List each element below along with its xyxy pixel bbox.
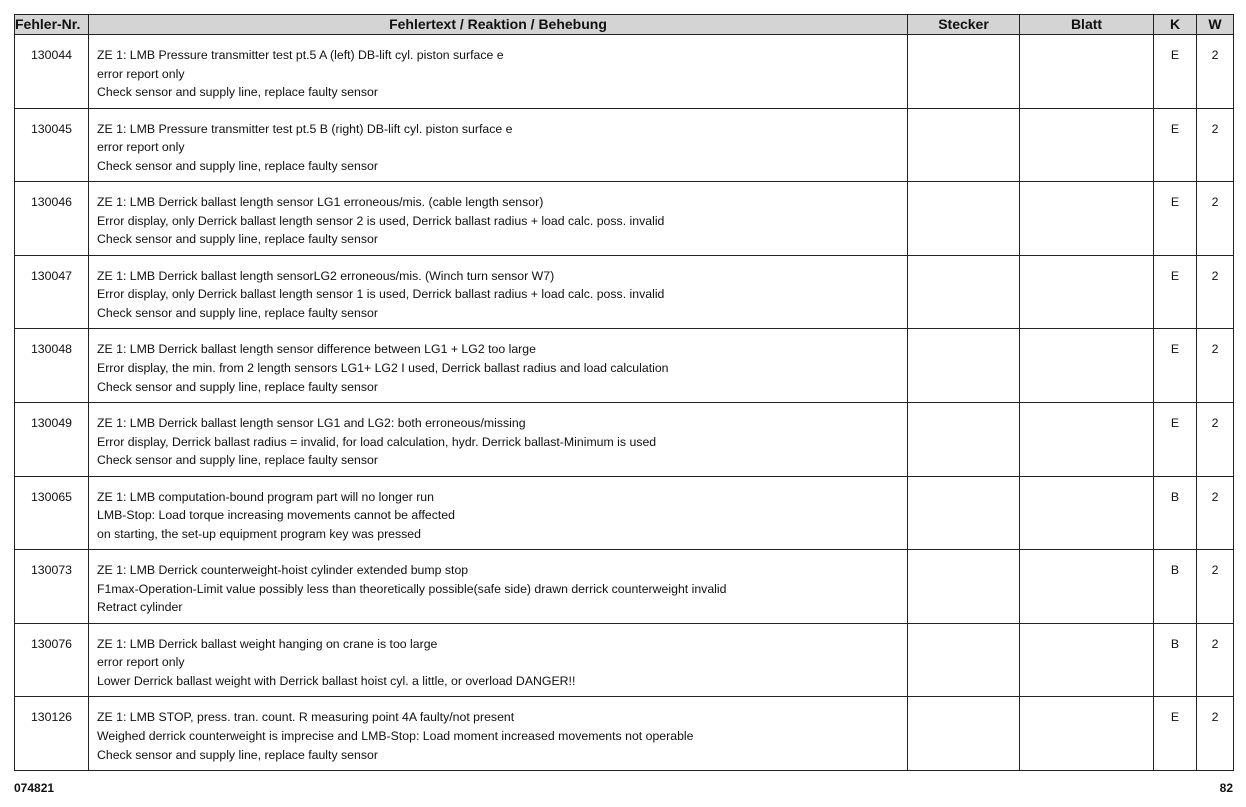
connector-cell xyxy=(908,182,1020,256)
error-number-cell: 130047 xyxy=(15,255,89,329)
remedy-line: Check sensor and supply line, replace faulty sensor xyxy=(97,305,378,320)
remedy-line: Check sensor and supply line, replace faulty sensor xyxy=(97,747,378,762)
error-message-line: ZE 1: LMB STOP, press. tran. count. R measuring point 4A faulty/not present xyxy=(97,710,515,725)
table-row xyxy=(15,182,1234,256)
remedy-line: Check sensor and supply line, replace faulty sensor xyxy=(97,453,378,468)
reaction-line: error report only xyxy=(97,140,185,155)
header-sheet: Blatt xyxy=(1020,15,1154,35)
k-cell: E xyxy=(1154,329,1197,403)
sheet-cell xyxy=(1020,697,1154,771)
error-code-table xyxy=(14,14,1234,771)
k-cell: E xyxy=(1154,35,1197,109)
table-body xyxy=(15,35,1234,771)
error-message-line: ZE 1: LMB Derrick counterweight-hoist cylinder extended bump stop xyxy=(97,563,469,578)
header-error-number: Fehler-Nr. xyxy=(15,15,89,35)
error-number-cell: 130076 xyxy=(15,623,89,697)
error-message-line: ZE 1: LMB Derrick ballast length sensor LG1 erroneous/mis. (cable length sensor) xyxy=(97,195,544,210)
error-text-cell xyxy=(89,476,908,550)
sheet-cell xyxy=(1020,255,1154,329)
header-w: W xyxy=(1197,15,1234,35)
k-cell: B xyxy=(1154,476,1197,550)
error-text-cell xyxy=(89,182,908,256)
connector-cell xyxy=(908,255,1020,329)
w-cell: 2 xyxy=(1197,476,1234,550)
remedy-line: Check sensor and supply line, replace faulty sensor xyxy=(97,232,378,247)
sheet-cell xyxy=(1020,182,1154,256)
table-header-row xyxy=(15,15,1234,35)
remedy-line: Check sensor and supply line, replace faulty sensor xyxy=(97,158,378,173)
w-cell: 2 xyxy=(1197,550,1234,624)
sheet-cell xyxy=(1020,329,1154,403)
table-row xyxy=(15,108,1234,182)
table-row xyxy=(15,697,1234,771)
error-message-line: ZE 1: LMB Derrick ballast weight hanging on crane is too large xyxy=(97,636,438,651)
w-cell: 2 xyxy=(1197,35,1234,109)
header-connector: Stecker xyxy=(908,15,1020,35)
error-text-cell xyxy=(89,402,908,476)
connector-cell xyxy=(908,697,1020,771)
k-cell: E xyxy=(1154,108,1197,182)
sheet-cell xyxy=(1020,108,1154,182)
error-text-cell xyxy=(89,623,908,697)
remedy-line: on starting, the set-up equipment program key was pressed xyxy=(97,526,421,541)
error-text-cell xyxy=(89,550,908,624)
table-row xyxy=(15,329,1234,403)
sheet-cell xyxy=(1020,402,1154,476)
error-number-cell: 130048 xyxy=(15,329,89,403)
error-number-cell: 130044 xyxy=(15,35,89,109)
connector-cell xyxy=(908,476,1020,550)
error-code-table-sheet xyxy=(14,14,1233,771)
connector-cell xyxy=(908,623,1020,697)
reaction-line: Error display, the min. from 2 length sensors LG1+ LG2 I used, Derrick ballast radius and load calculation xyxy=(97,360,669,375)
error-number-cell: 130065 xyxy=(15,476,89,550)
error-number-cell: 130126 xyxy=(15,697,89,771)
sheet-cell xyxy=(1020,550,1154,624)
w-cell: 2 xyxy=(1197,402,1234,476)
k-cell: B xyxy=(1154,550,1197,624)
reaction-line: Error display, Derrick ballast radius = invalid, for load calculation, hydr. Derrick ballast-Minimum is used xyxy=(97,434,657,449)
connector-cell xyxy=(908,329,1020,403)
remedy-line: Check sensor and supply line, replace faulty sensor xyxy=(97,379,378,394)
w-cell: 2 xyxy=(1197,255,1234,329)
w-cell: 2 xyxy=(1197,697,1234,771)
error-message-line: ZE 1: LMB Pressure transmitter test pt.5 B (right) DB-lift cyl. piston surface e xyxy=(97,121,513,136)
page-number: 82 xyxy=(1219,781,1233,795)
sheet-cell xyxy=(1020,35,1154,109)
reaction-line: F1max-Operation-Limit value possibly less than theoretically possible(safe side) drawn derrick counterweight invalid xyxy=(97,581,727,596)
connector-cell xyxy=(908,402,1020,476)
remedy-line: Retract cylinder xyxy=(97,600,183,615)
reaction-line: error report only xyxy=(97,655,185,670)
reaction-line: LMB-Stop: Load torque increasing movements cannot be affected xyxy=(97,508,455,523)
document-number: 074821 xyxy=(14,781,55,795)
reaction-line: Error display, only Derrick ballast length sensor 2 is used, Derrick ballast radius + load calc. poss. invalid xyxy=(97,213,665,228)
reaction-line: Error display, only Derrick ballast length sensor 1 is used, Derrick ballast radius + load calc. poss. invalid xyxy=(97,287,665,302)
k-cell: E xyxy=(1154,402,1197,476)
reaction-line: Weighed derrick counterweight is imprecise and LMB-Stop: Load moment increased movements not operable xyxy=(97,728,694,743)
sheet-cell xyxy=(1020,623,1154,697)
table-row xyxy=(15,255,1234,329)
error-text-cell xyxy=(89,697,908,771)
table-row xyxy=(15,402,1234,476)
k-cell: E xyxy=(1154,697,1197,771)
w-cell: 2 xyxy=(1197,108,1234,182)
remedy-line: Check sensor and supply line, replace faulty sensor xyxy=(97,85,378,100)
header-error-text: Fehlertext / Reaktion / Behebung xyxy=(89,15,908,35)
error-number-cell: 130046 xyxy=(15,182,89,256)
connector-cell xyxy=(908,108,1020,182)
error-text-cell xyxy=(89,35,908,109)
k-cell: E xyxy=(1154,255,1197,329)
k-cell: E xyxy=(1154,182,1197,256)
header-k: K xyxy=(1154,15,1197,35)
table-row xyxy=(15,623,1234,697)
error-message-line: ZE 1: LMB computation-bound program part will no longer run xyxy=(97,489,434,504)
table-row xyxy=(15,550,1234,624)
k-cell: B xyxy=(1154,623,1197,697)
error-message-line: ZE 1: LMB Derrick ballast length sensor LG1 and LG2: both erroneous/missing xyxy=(97,415,526,430)
error-message-line: ZE 1: LMB Derrick ballast length sensor difference between LG1 + LG2 too large xyxy=(97,342,536,357)
connector-cell xyxy=(908,35,1020,109)
connector-cell xyxy=(908,550,1020,624)
remedy-line: Lower Derrick ballast weight with Derrick ballast hoist cyl. a little, or overload DANGER!! xyxy=(97,673,576,688)
error-number-cell: 130049 xyxy=(15,402,89,476)
reaction-line: error report only xyxy=(97,66,185,81)
error-number-cell: 130045 xyxy=(15,108,89,182)
error-text-cell xyxy=(89,108,908,182)
table-row xyxy=(15,35,1234,109)
error-message-line: ZE 1: LMB Pressure transmitter test pt.5 A (left) DB-lift cyl. piston surface e xyxy=(97,48,504,62)
w-cell: 2 xyxy=(1197,182,1234,256)
table-row xyxy=(15,476,1234,550)
error-number-cell: 130073 xyxy=(15,550,89,624)
error-message-line: ZE 1: LMB Derrick ballast length sensorLG2 erroneous/mis. (Winch turn sensor W7) xyxy=(97,268,555,283)
error-text-cell xyxy=(89,329,908,403)
sheet-cell xyxy=(1020,476,1154,550)
error-text-cell xyxy=(89,255,908,329)
w-cell: 2 xyxy=(1197,329,1234,403)
w-cell: 2 xyxy=(1197,623,1234,697)
